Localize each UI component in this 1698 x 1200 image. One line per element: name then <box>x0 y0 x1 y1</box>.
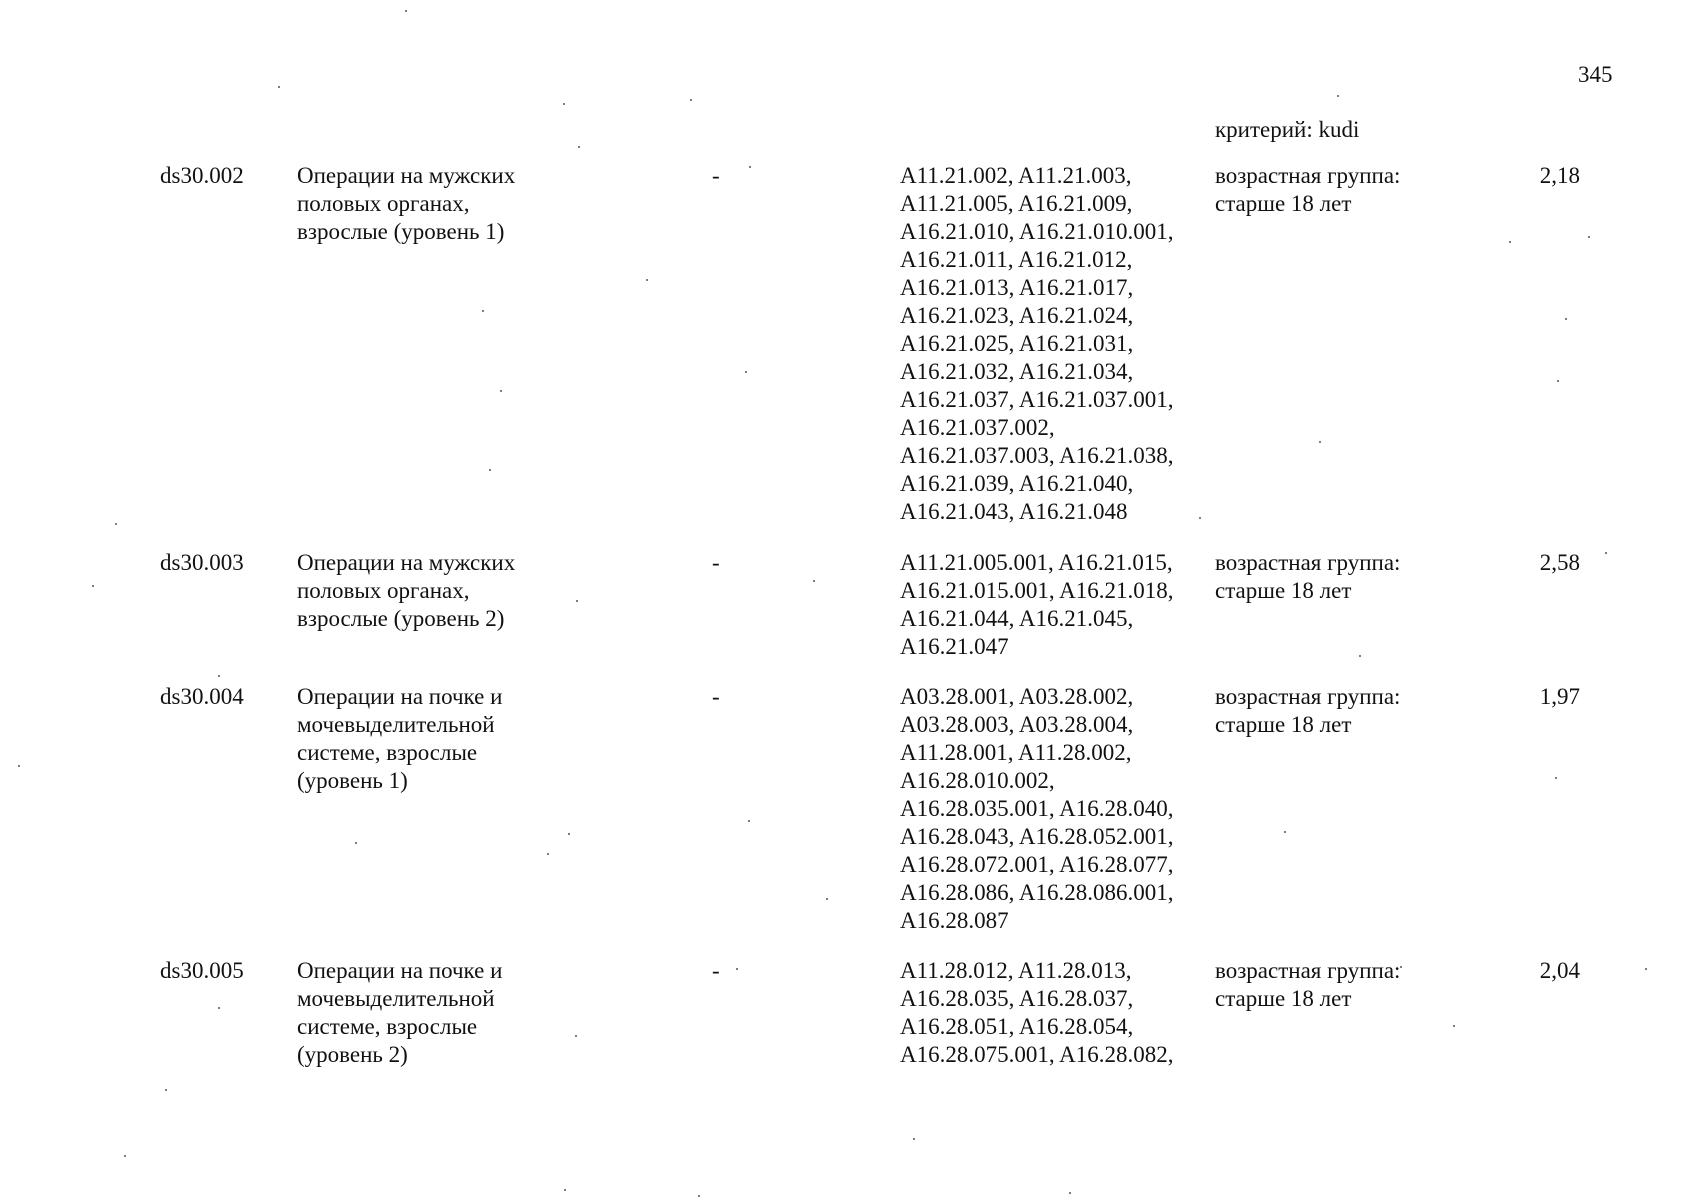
scan-speck <box>18 765 20 767</box>
scan-speck <box>124 1155 126 1157</box>
header-criterion: критерий: kudi <box>1215 117 1360 142</box>
row-code: ds30.005 <box>160 958 244 983</box>
scan-speck <box>218 1007 220 1009</box>
row-dash: - <box>712 163 720 188</box>
scan-speck <box>1199 517 1201 519</box>
scan-speck <box>1359 655 1361 657</box>
row-coefficient: 2,04 <box>1539 958 1580 983</box>
scan-speck <box>1588 236 1590 238</box>
scan-speck <box>482 310 484 312</box>
row-name: Операции на мужских половых органах, взрослые (уровень 1) <box>297 163 516 244</box>
scan-speck <box>92 585 94 587</box>
row-code: ds30.002 <box>160 163 244 188</box>
scan-speck <box>748 820 750 822</box>
scan-speck <box>1069 1192 1071 1194</box>
scan-speck <box>1509 241 1511 243</box>
row-criterion: возрастная группа: старше 18 лет <box>1215 163 1401 216</box>
scan-speck <box>405 10 407 12</box>
row-code: ds30.004 <box>160 684 244 709</box>
row-procedures: A11.21.002, A11.21.003, A11.21.005, A16.21.009, A16.21.010, A16.21.010.001, A16.21.011, A16.21.012, A16.21.013, A16.21.017, A16.21.023, A16.21.024, A16.21.025, A16.21.031, A16.21.032, A16.21.034, A16.21.037, A16.21.037.001, A16.21.037.002, A16.21.037.003, A16.21.038, A16.21.039, A16.21.040, A16.21.043, A16.21.048 <box>900 163 1174 524</box>
scan-speck <box>698 1195 700 1197</box>
scan-speck <box>1555 777 1557 779</box>
row-criterion: возрастная группа: старше 18 лет <box>1215 684 1401 737</box>
scan-speck <box>745 371 747 373</box>
row-dash: - <box>712 684 720 709</box>
scan-speck <box>1557 380 1559 382</box>
page-number: 345 <box>1578 62 1613 87</box>
scan-speck <box>563 103 565 105</box>
row-dash: - <box>712 550 720 575</box>
scan-speck <box>1400 966 1402 968</box>
scan-speck <box>564 1189 566 1191</box>
scan-speck <box>1337 95 1339 97</box>
scan-speck <box>813 580 815 582</box>
scan-speck <box>749 166 751 168</box>
row-coefficient: 1,97 <box>1539 684 1580 709</box>
scan-speck <box>547 853 549 855</box>
scan-speck <box>355 842 357 844</box>
scan-speck <box>115 523 117 525</box>
row-procedures: A11.28.012, A11.28.013, A16.28.035, A16.28.037, A16.28.051, A16.28.054, A16.28.075.001, A16.28.082, <box>900 958 1174 1067</box>
row-name: Операции на почке и мочевыделительной системе, взрослые (уровень 1) <box>297 684 503 793</box>
row-criterion: возрастная группа: старше 18 лет <box>1215 958 1401 1011</box>
scan-speck <box>913 1138 915 1140</box>
scan-speck <box>278 86 280 88</box>
scan-speck <box>165 1089 167 1091</box>
scan-speck <box>576 600 578 602</box>
scan-speck <box>568 833 570 835</box>
scan-speck <box>1605 552 1607 554</box>
scan-speck <box>575 1035 577 1037</box>
row-code: ds30.003 <box>160 550 244 575</box>
scan-speck <box>500 390 502 392</box>
scan-speck <box>690 99 692 101</box>
scan-speck <box>1645 968 1647 970</box>
row-name: Операции на мужских половых органах, взрослые (уровень 2) <box>297 550 516 631</box>
scan-speck <box>646 279 648 281</box>
scan-speck <box>489 469 491 471</box>
row-name: Операции на почке и мочевыделительной системе, взрослые (уровень 2) <box>297 958 503 1067</box>
row-coefficient: 2,58 <box>1539 550 1580 575</box>
scan-speck <box>1319 441 1321 443</box>
row-procedures: A11.21.005.001, A16.21.015, A16.21.015.001, A16.21.018, A16.21.044, A16.21.045, A16.21.047 <box>900 550 1174 659</box>
scan-speck <box>1284 831 1286 833</box>
row-procedures: A03.28.001, A03.28.002, A03.28.003, A03.28.004, A11.28.001, A11.28.002, A16.28.010.002, A16.28.035.001, A16.28.040, A16.28.043, A16.28.052.001, A16.28.072.001, A16.28.077, A16.28.086, A16.28.086.001, A16.28.087 <box>900 684 1174 933</box>
scan-speck <box>736 968 738 970</box>
row-dash: - <box>712 958 720 983</box>
scan-speck <box>1453 1025 1455 1027</box>
scan-speck <box>218 675 220 677</box>
row-coefficient: 2,18 <box>1539 163 1580 188</box>
scan-speck <box>826 898 828 900</box>
row-criterion: возрастная группа: старше 18 лет <box>1215 550 1401 603</box>
scan-speck <box>578 146 580 148</box>
scan-speck <box>1565 318 1567 320</box>
